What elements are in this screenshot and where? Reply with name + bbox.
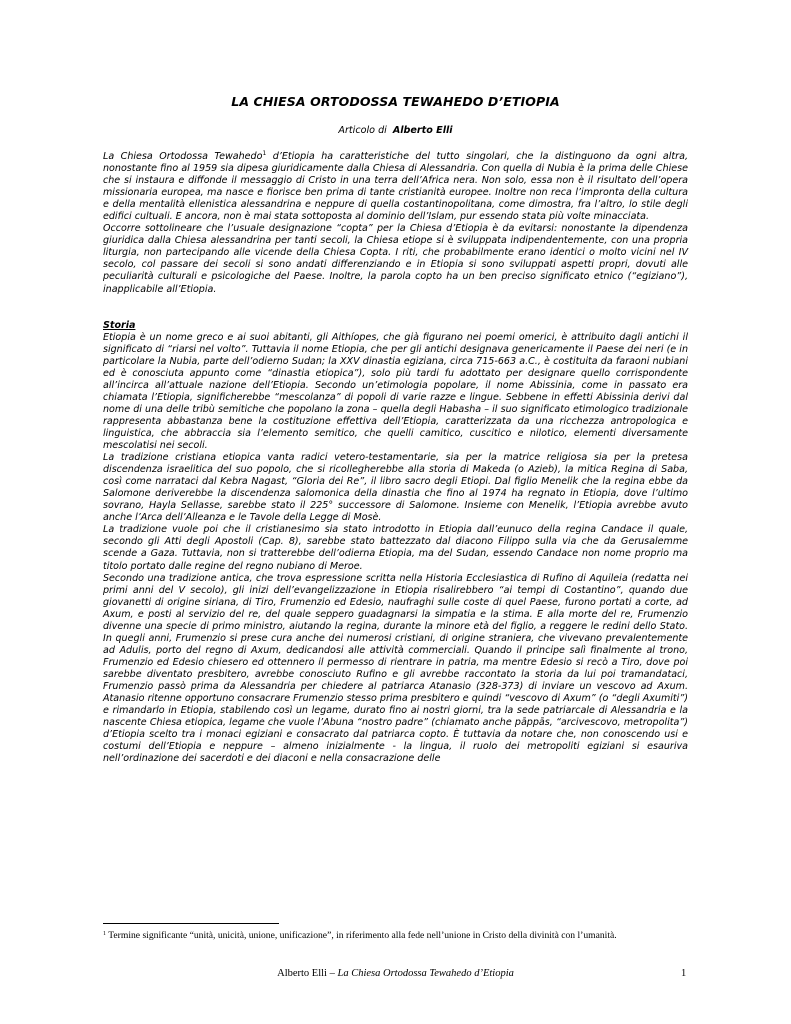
page-number: 1 (681, 968, 687, 979)
byline (0, 125, 791, 136)
footer-title: La Chiesa Ortodossa Tewahedo d’Etiopia (337, 968, 514, 979)
intro-p1-rest: d’Etiopia ha caratteristiche del tutto singolari, che la distinguono da ogni altra, nonostante fino al 1959 sia dipesa giuridicamente dalla Chiesa di Alessandria. Con quella di Nubia è la prima delle Chiese che si instaura e diffonde il messaggio di Cristo in una terra dell’Africa nera. Non solo, essa non è il risultato dell’opera missionaria europea, ma nasce e fiorisce ben prima di tante cristianità europee. Inoltre non reca l’impronta della cultura e della mentalità ellenistica alessandrina e neppure di quella costantinopolitana, come dimostra, fra l’altro, lo stile degli edifici cultuali. E ancora, non è mai stata sottoposta al dominio dell’Islam, pur essendo stata più volte minacciata. (103, 151, 688, 223)
document-title: LA CHIESA ORTODOSSA TEWAHEDO D’ETIOPIA (231, 94, 560, 109)
byline-prefix: Articolo di (338, 125, 387, 136)
byline-author: Alberto Elli (392, 125, 453, 136)
storia-paragraph-2: La tradizione cristiana etiopica vanta radici vetero-testamentarie, sia per la matrice religiosa sia per la pretesa discendenza israelitica del suo popolo, che si ricollegherebbe alla storia di Makeda (o Azieb), la mitica Regina di Saba, così come narrataci dal Kebra Nagast, “Gloria dei Re”, il libro sacro degli Etiopi. Dal figlio Menelik che la regina ebbe da Salomone deriverebbe la discendenza salomonica della dinastia che fino al 1974 ha regnato in Etiopia, dove l’ultimo sovrano, Hayla Sellasse, sarebbe stato il 225° successore di Salomone. Insieme con Menelik, l’Etiopia avrebbe avuto anche l’Arca dell’Alleanza e le Tavole della Legge di Mosè. (103, 452, 688, 524)
footer-separator: – (326, 968, 338, 979)
section-heading-storia: Storia (103, 319, 136, 331)
storia-paragraph-3: La tradizione vuole poi che il cristianesimo sia stato introdotto in Etiopia dall’eunuco della regina Candace il quale, secondo gli Atti degli Apostoli (Cap. 8), sarebbe stato battezzato dal diacono Filippo sulla via che da Gerusalemme scende a Gaza. Tuttavia, non si tratterebbe dell’odierna Etiopia, ma del Sudan, essendo Candace non nome proprio ma titolo portato dalle regine del regno nubiano di Meroe. (103, 524, 688, 572)
article-body (103, 151, 688, 765)
footnote-reference[interactable]: 1 (262, 150, 267, 157)
storia-paragraph-1: Etiopia è un nome greco e ai suoi abitanti, gli Aithíopes, che già figurano nei poemi omerici, è attribuito dagli antichi il significato di “riarsi nel volto”. Tuttavia il nome Etiopia, che per gli antichi designava genericamente il Paese dei neri (e in particolare la Nubia, parte dell’odierno Sudan; la XXV dinastia egiziana, circa 715-663 a.C., è costituita da faraoni nubiani ed è conosciuta appunto come “dinastia etiopica”), solo più tardi fu adottato per designare quello corrispondente all’incirca all’attuale nazione dell’Etiopia. Secondo un’etimologia popolare, il nome Abissinia, come in passato era chiamata l’Etiopia, significherebbe “mescolanza” di popoli di varie razze e lingue. Sebbene in effetti Abissinia derivi dal nome di una delle tribù semitiche che popolano la zona – quella degli Habasha – il suo significato etimologico tradizionale rappresenta abbastanza bene la costituzione effettiva dell’Etiopia, caratterizzata da una ricchezza antropologica e linguistica, che abbraccia sia l’elemento semitico, che quelli camitico, cuscitico e nilotico, elementi diversamente mescolatisi nei secoli. (103, 331, 688, 452)
intro-p1-start: La Chiesa Ortodossa Tewahedo (103, 151, 263, 162)
footnote-divider (103, 923, 279, 924)
footnote-number: 1 (103, 931, 106, 937)
storia-paragraph-4: Secondo una tradizione antica, che trova espressione scritta nella Historia Ecclesiastica di Rufino di Aquileia (redatta nei primi anni del V secolo), gli inizi dell’evangelizzazione in Etiopia risalirebbero “ai tempi di Costantino”, quando due giovanetti di origine siriana, di Tiro, Frumenzio ed Edesio, naufraghi sulle coste di quel Paese, furono portati a corte, ad Axum, e posti al servizio del re, del quale seppero guadagnarsi la simpatia e la stima. E alla morte del re, Frumenzio divenne una specie di primo ministro, aiutando la regina, durante la minore età del figlio, a reggere le redini dello Stato. In quegli anni, Frumenzio si prese cura anche dei numerosi cristiani, di origine straniera, che vivevano prevalentemente ad Adulis, porto del regno di Axum, dedicandosi alle attività commerciali. Quando il principe salì finalmente al trono, Frumenzio ed Edesio chiesero ed ottennero il permesso di rientrare in patria, ma mentre Edesio si recò a Tiro, dove poi sarebbe diventato presbitero, avrebbe conosciuto Rufino e gli avrebbe raccontato la storia da lui poi tramandataci, Frumenzio passò prima da Alessandria per chiedere al patriarca Atanasio (328-373) di inviare un vescovo ad Axum. Atanasio ritenne opportuno consacrare Frumenzio stesso prima presbitero e quindi “vescovo di Axum” (o “degli Axumiti”) e rimandarlo in Etiopia, stabilendo così un legame, durato fino ai nostri giorni, tra la sede patriarcale di Alessandria e la nascente Chiesa etiopica, legame che vuole l’Abuna “nostro padre” (chiamato anche pāppās, “arcivescovo, metropolita”) d’Etiopia scelto tra i monaci egiziani e consacrato dal patriarca copto. È tuttavia da notare che, non conoscendo usi e costumi dell’Etiopia e neppure – almeno inizialmente - la lingua, il ruolo dei metropoliti egiziani si esauriva nell’ordinazione dei sacerdoti e dei diaconi e nella consacrazione delle (103, 572, 688, 765)
footer-author: Alberto Elli (277, 968, 327, 979)
section-spacer (103, 296, 688, 320)
intro-paragraph-1 (103, 151, 688, 223)
footnote (103, 930, 688, 942)
intro-paragraph-2: Occorre sottolineare che l’usuale designazione “copta” per la Chiesa d’Etiopia è da evitarsi: nonostante la dipendenza giuridica dalla Chiesa alessandrina per tanti secoli, la Chiesa etiope si è sviluppata indipendentemente, con una propria liturgia, non partecipando alle vicende della Chiesa Copta. I riti, che probabilmente erano identici o molto vicini nel IV secolo, col passare dei secoli si sono andati differenziando e in Etiopia si sono sviluppati aspetti propri, dovuti alle peculiarità culturali e psicologiche del Paese. Inoltre, la parola copto ha un ben preciso significato etnico (“egiziano”), inapplicabile all’Etiopia. (103, 223, 688, 295)
page-footer (0, 968, 791, 979)
footnote-text: Termine significante “unità, unicità, unione, unificazione”, in riferimento alla fede nell’unione in Cristo della divinità con l’umanità. (106, 930, 617, 941)
